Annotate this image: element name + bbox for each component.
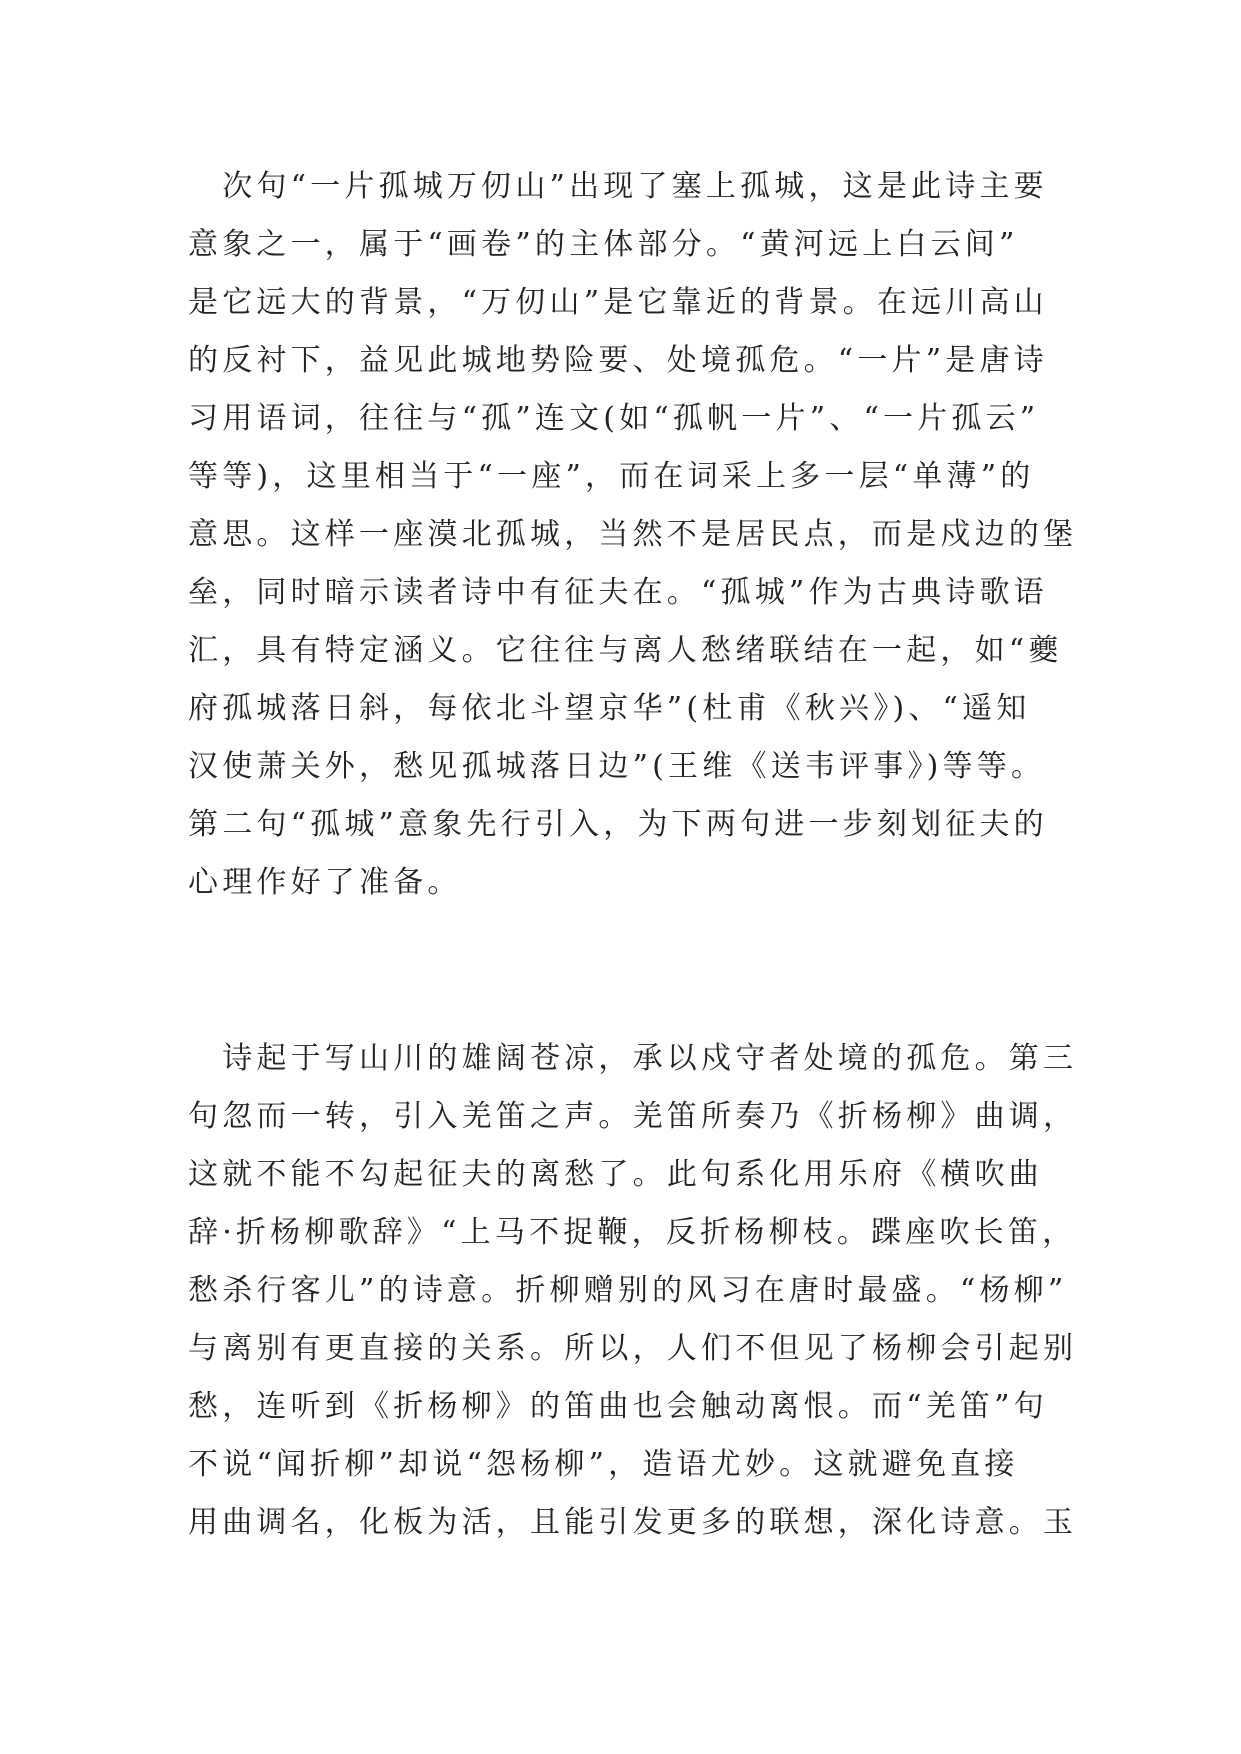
paragraph-line: 用曲调名，化板为活，且能引发更多的联想，深化诗意。玉: [188, 1505, 1078, 1540]
paragraph-line: 心理作好了准备。: [188, 865, 462, 900]
paragraph-line: 意思。这样一座漠北孤城，当然不是居民点，而是戍边的堡: [188, 517, 1078, 552]
paragraph-line: 是它远大的背景，“万仞山”是它靠近的背景。在远川高山: [188, 285, 1048, 320]
paragraph-line: 的反衬下，益见此城地势险要、处境孤危。“一片”是唐诗: [188, 343, 1048, 378]
paragraph-line: 意象之一，属于“画卷”的主体部分。“黄河远上白云间”: [188, 227, 1019, 262]
paragraph-line: 习用语词，往往与“孤”连文(如“孤帆一片”、“一片孤云”: [188, 401, 1040, 436]
paragraph-line: 汉使萧关外，愁见孤城落日边”(王维《送韦评事》)等等。: [188, 749, 1046, 784]
paragraph-line: 句忽而一转，引入羌笛之声。羌笛所奏乃《折杨柳》曲调，: [188, 1099, 1078, 1134]
paragraph-line: 府孤城落日斜，每依北斗望京华”(杜甫《秋兴》)、“遥知: [188, 691, 1031, 726]
paragraph-line: 愁杀行客儿”的诗意。折柳赠别的风习在唐时最盛。“杨柳”: [188, 1273, 1068, 1308]
paragraph-line: 汇，具有特定涵义。它往往与离人愁绪联结在一起，如“夔: [188, 633, 1063, 668]
paragraph-line: 诗起于写山川的雄阔苍凉，承以戍守者处境的孤危。第三: [188, 1041, 1078, 1076]
paragraph-line: 等等)，这里相当于“一座”，而在词采上多一层“单薄”的: [188, 459, 1035, 494]
paragraph-line: 垒，同时暗示读者诗中有征夫在。“孤城”作为古典诗歌语: [188, 575, 1048, 610]
paragraph-line: 辞·折杨柳歌辞》“上马不捉鞭，反折杨柳枝。蹀座吹长笛，: [188, 1215, 1077, 1250]
paragraph-line: 不说“闻折柳”却说“怨杨柳”，造语尤妙。这就避免直接: [188, 1447, 1019, 1482]
paragraph-line: 次句“一片孤城万仞山”出现了塞上孤城，这是此诗主要: [188, 169, 1048, 204]
paragraph-line: 这就不能不勾起征夫的离愁了。此句系化用乐府《横吹曲: [188, 1157, 1043, 1192]
paragraph-line: 第二句“孤城”意象先行引入，为下两句进一步刻划征夫的: [188, 807, 1048, 842]
paragraph-2: [188, 1030, 1078, 1552]
paragraph-line: 愁，连听到《折杨柳》的笛曲也会触动离恨。而“羌笛”句: [188, 1389, 1048, 1424]
paragraph-1: [188, 158, 1078, 912]
paragraph-line: 与离别有更直接的关系。所以，人们不但见了杨柳会引起别: [188, 1331, 1078, 1366]
